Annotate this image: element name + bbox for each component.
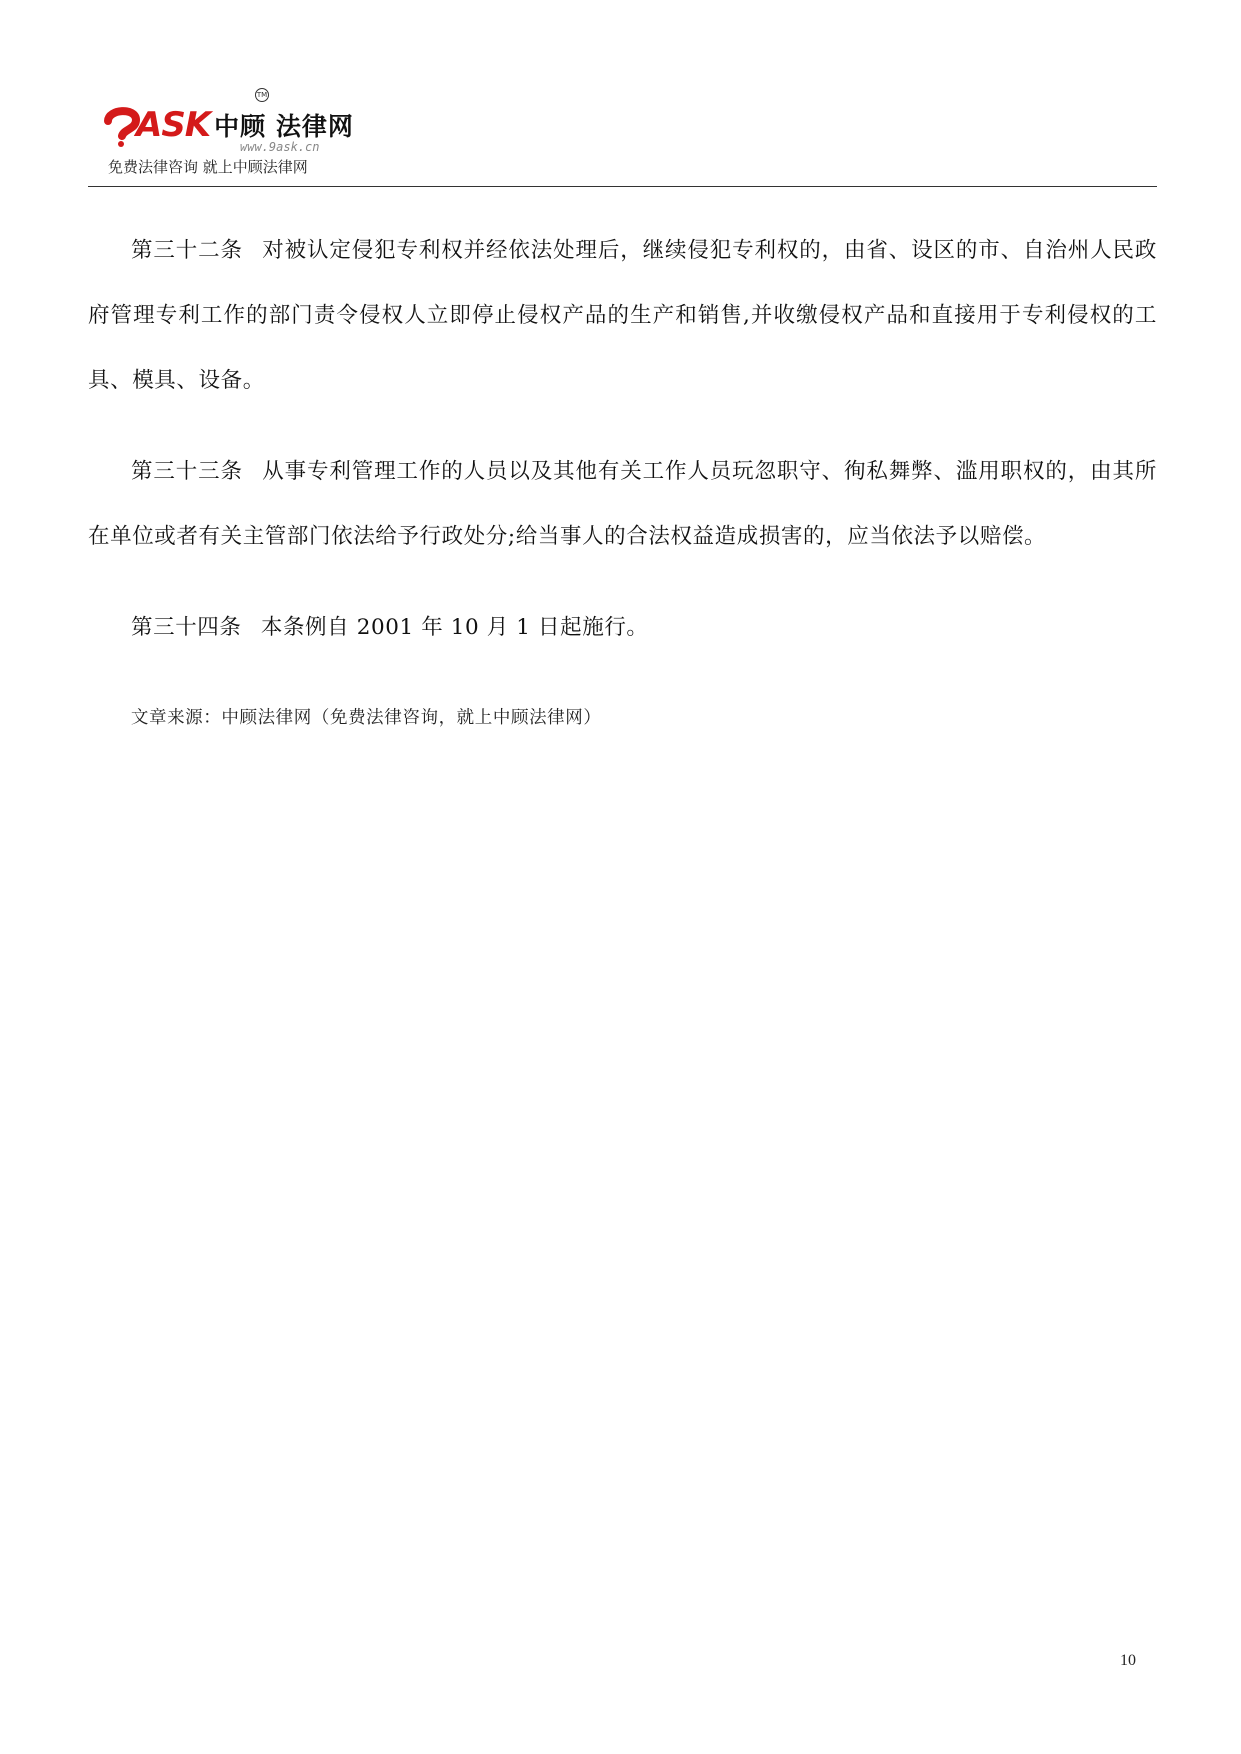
logo-ask-text: ASK — [136, 105, 211, 145]
article-number: 第三十四条 — [131, 615, 242, 640]
article-number: 第三十二条 — [131, 238, 243, 263]
site-header — [100, 88, 380, 178]
trademark-icon: TM — [255, 88, 269, 102]
article-paragraph — [88, 218, 1157, 413]
article-text: 对被认定侵犯专利权并经依法处理后，继续侵犯专利权的，由省、设区的市、自治州人民政府管理专利工作的部门责令侵权人立即停止侵权产品的生产和销售,并收缴侵权产品和直接用于专利侵权的工具、模具、设备。 — [88, 238, 1157, 393]
article-text: 从事专利管理工作的人员以及其他有关工作人员玩忽职守、徇私舞弊、滥用职权的，由其所在单位或者有关主管部门依法给予行政处分;给当事人的合法权益造成损害的，应当依法予以赔偿。 — [88, 459, 1157, 549]
article-paragraph — [88, 595, 1157, 660]
header-slogan: 免费法律咨询 就上中顾法律网 — [108, 158, 308, 176]
article-source: 文章来源：中顾法律网（免费法律咨询，就上中顾法律网） — [130, 708, 602, 728]
article-text: 本条例自 2001 年 10 月 1 日起施行。 — [260, 615, 649, 640]
header-divider — [88, 186, 1157, 187]
question-mark-logo-icon — [100, 103, 144, 147]
logo-brand-text: 中顾 法律网 — [214, 112, 354, 141]
page-number: 10 — [1120, 1652, 1136, 1669]
article-number: 第三十三条 — [131, 459, 243, 484]
document-body — [88, 218, 1157, 777]
article-paragraph — [88, 439, 1157, 569]
logo-url: www.9ask.cn — [240, 140, 320, 154]
